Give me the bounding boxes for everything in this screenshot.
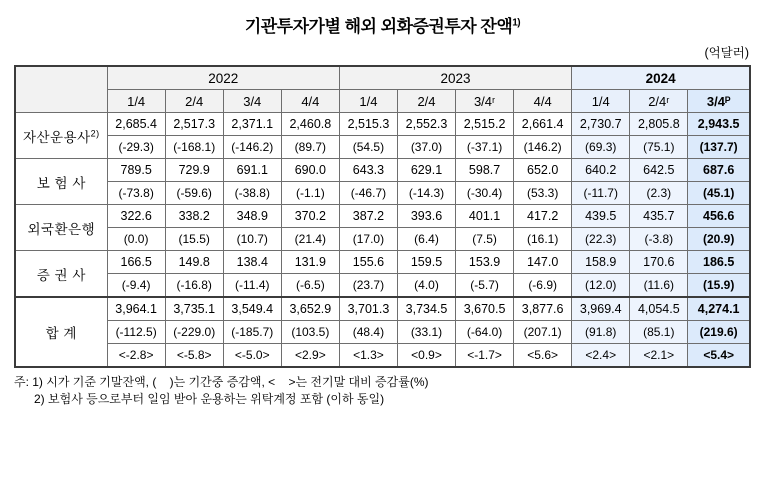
- table-row-change: [15, 228, 750, 251]
- cell-rate: <2.4>: [572, 344, 630, 368]
- cell-change: (-185.7): [223, 321, 281, 344]
- table-body: [15, 113, 750, 368]
- cell-value: 186.5: [688, 251, 750, 274]
- cell-rate: <-5.8>: [165, 344, 223, 368]
- cell-rate: <2.1>: [630, 344, 688, 368]
- cell-value: 643.3: [339, 159, 397, 182]
- table-row: [15, 251, 750, 274]
- cell-change: (10.7): [223, 228, 281, 251]
- cell-rate: <2.9>: [281, 344, 339, 368]
- cell-value: 3,969.4: [572, 297, 630, 321]
- footnote-2: 2) 보험사 등으로부터 일임 받아 운용하는 위탁계정 포함 (이하 동일): [14, 392, 385, 407]
- row-label-fx-banks: 외국환은행: [15, 205, 107, 251]
- cell-value: 2,515.3: [339, 113, 397, 136]
- cell-change: (54.5): [339, 136, 397, 159]
- cell-value: 2,460.8: [281, 113, 339, 136]
- table-row-change: [15, 274, 750, 298]
- cell-rate: <1.3>: [339, 344, 397, 368]
- cell-value: 153.9: [456, 251, 514, 274]
- page-title: [0, 12, 765, 37]
- cell-value: 642.5: [630, 159, 688, 182]
- cell-change: (11.6): [630, 274, 688, 298]
- row-label-insurance: 보 험 사: [15, 159, 107, 205]
- cell-change: (146.2): [514, 136, 572, 159]
- cell-value: 322.6: [107, 205, 165, 228]
- cell-change: (16.1): [514, 228, 572, 251]
- footnote-1: 주: 1) 시가 기준 기말잔액, ( )는 기간중 증감액, < >는 전기말 대비 증감률(%): [14, 375, 429, 389]
- row-label-asset-mgmt: [15, 113, 107, 159]
- cell-value: 2,730.7: [572, 113, 630, 136]
- cell-value: 729.9: [165, 159, 223, 182]
- quarter-header-row: [15, 90, 750, 113]
- cell-value: 789.5: [107, 159, 165, 182]
- cell-value: 691.1: [223, 159, 281, 182]
- cell-value: 170.6: [630, 251, 688, 274]
- cell-change: (219.6): [688, 321, 750, 344]
- total-row: [15, 297, 750, 321]
- cell-value: 2,943.5: [688, 113, 750, 136]
- cell-change: (207.1): [514, 321, 572, 344]
- total-row-change: [15, 321, 750, 344]
- cell-value: 3,877.6: [514, 297, 572, 321]
- cell-change: (-73.8): [107, 182, 165, 205]
- year-header-2023: 2023: [339, 66, 571, 90]
- cell-change: (0.0): [107, 228, 165, 251]
- year-header-2024: 2024: [572, 66, 750, 90]
- quarter-header-2: 3/4: [223, 90, 281, 113]
- cell-change: (22.3): [572, 228, 630, 251]
- year-header-row: [15, 66, 750, 90]
- cell-value: 456.6: [688, 205, 750, 228]
- quarter-header-8: 1/4: [572, 90, 630, 113]
- cell-change: (23.7): [339, 274, 397, 298]
- cell-change: (-38.8): [223, 182, 281, 205]
- cell-value: 3,670.5: [456, 297, 514, 321]
- table-container: [0, 65, 765, 368]
- cell-value: 131.9: [281, 251, 339, 274]
- cell-change: (37.0): [397, 136, 455, 159]
- cell-value: 690.0: [281, 159, 339, 182]
- cell-change: (17.0): [339, 228, 397, 251]
- cell-value: 687.6: [688, 159, 750, 182]
- cell-value: 2,371.1: [223, 113, 281, 136]
- cell-value: 401.1: [456, 205, 514, 228]
- table-row: [15, 159, 750, 182]
- cell-change: (-146.2): [223, 136, 281, 159]
- cell-rate: <-2.8>: [107, 344, 165, 368]
- table-head: [15, 66, 750, 113]
- cell-change: (-5.7): [456, 274, 514, 298]
- cell-value: 417.2: [514, 205, 572, 228]
- quarter-header-5: 2/4: [397, 90, 455, 113]
- cell-change: (89.7): [281, 136, 339, 159]
- table-row: [15, 113, 750, 136]
- cell-value: 3,734.5: [397, 297, 455, 321]
- cell-value: 640.2: [572, 159, 630, 182]
- footnotes: [0, 368, 765, 409]
- cell-value: 166.5: [107, 251, 165, 274]
- cell-change: (15.5): [165, 228, 223, 251]
- cell-value: 3,652.9: [281, 297, 339, 321]
- cell-change: (69.3): [572, 136, 630, 159]
- cell-change: (53.3): [514, 182, 572, 205]
- cell-change: (-29.3): [107, 136, 165, 159]
- cell-value: 2,685.4: [107, 113, 165, 136]
- cell-change: (-112.5): [107, 321, 165, 344]
- quarter-header-3: 4/4: [281, 90, 339, 113]
- cell-value: 338.2: [165, 205, 223, 228]
- table-row-change: [15, 182, 750, 205]
- cell-value: 370.2: [281, 205, 339, 228]
- cell-change: (-64.0): [456, 321, 514, 344]
- cell-change: (-6.9): [514, 274, 572, 298]
- row-label-securities: 증 권 사: [15, 251, 107, 298]
- cell-change: (-9.4): [107, 274, 165, 298]
- unit-label: (억달러): [704, 46, 749, 60]
- cell-value: 393.6: [397, 205, 455, 228]
- cell-change: (-1.1): [281, 182, 339, 205]
- cell-value: 652.0: [514, 159, 572, 182]
- cell-value: 348.9: [223, 205, 281, 228]
- cell-rate: <5.6>: [514, 344, 572, 368]
- page-title-text: 기관투자가별 해외 외화증권투자 잔액: [244, 17, 513, 36]
- cell-value: 387.2: [339, 205, 397, 228]
- cell-change: (91.8): [572, 321, 630, 344]
- row-label-text: 자산운용사: [22, 129, 91, 145]
- cell-change: (48.4): [339, 321, 397, 344]
- year-header-2022: 2022: [107, 66, 339, 90]
- cell-change: (-3.8): [630, 228, 688, 251]
- corner-cell: [15, 66, 107, 113]
- cell-change: (33.1): [397, 321, 455, 344]
- cell-change: (-30.4): [456, 182, 514, 205]
- quarter-header-10: 3/4ᴾ: [688, 90, 750, 113]
- row-label-total: 합 계: [15, 297, 107, 367]
- quarter-header-1: 2/4: [165, 90, 223, 113]
- row-label-superscript: 2): [90, 128, 100, 138]
- cell-value: 2,517.3: [165, 113, 223, 136]
- cell-change: (-59.6): [165, 182, 223, 205]
- cell-value: 598.7: [456, 159, 514, 182]
- cell-value: 155.6: [339, 251, 397, 274]
- cell-change: (4.0): [397, 274, 455, 298]
- page-title-superscript: 1): [512, 17, 521, 29]
- cell-value: 147.0: [514, 251, 572, 274]
- cell-change: (-229.0): [165, 321, 223, 344]
- table-row-change: [15, 136, 750, 159]
- cell-value: 629.1: [397, 159, 455, 182]
- cell-change: (12.0): [572, 274, 630, 298]
- cell-value: 4,054.5: [630, 297, 688, 321]
- cell-change: (-6.5): [281, 274, 339, 298]
- cell-rate: <-5.0>: [223, 344, 281, 368]
- cell-value: 149.8: [165, 251, 223, 274]
- cell-value: 435.7: [630, 205, 688, 228]
- quarter-header-4: 1/4: [339, 90, 397, 113]
- cell-value: 2,805.8: [630, 113, 688, 136]
- total-row-rate: [15, 344, 750, 368]
- cell-change: (20.9): [688, 228, 750, 251]
- cell-change: (85.1): [630, 321, 688, 344]
- cell-value: 3,549.4: [223, 297, 281, 321]
- cell-value: 159.5: [397, 251, 455, 274]
- quarter-header-6: 3/4ʳ: [456, 90, 514, 113]
- cell-value: 2,661.4: [514, 113, 572, 136]
- cell-change: (103.5): [281, 321, 339, 344]
- cell-change: (15.9): [688, 274, 750, 298]
- cell-rate: <5.4>: [688, 344, 750, 368]
- cell-change: (-16.8): [165, 274, 223, 298]
- cell-change: (7.5): [456, 228, 514, 251]
- quarter-header-9: 2/4ʳ: [630, 90, 688, 113]
- cell-change: (75.1): [630, 136, 688, 159]
- cell-value: 3,735.1: [165, 297, 223, 321]
- cell-value: 158.9: [572, 251, 630, 274]
- cell-change: (6.4): [397, 228, 455, 251]
- cell-value: 3,701.3: [339, 297, 397, 321]
- cell-change: (-46.7): [339, 182, 397, 205]
- cell-value: 439.5: [572, 205, 630, 228]
- cell-value: 2,552.3: [397, 113, 455, 136]
- cell-change: (-14.3): [397, 182, 455, 205]
- cell-value: 138.4: [223, 251, 281, 274]
- quarter-header-0: 1/4: [107, 90, 165, 113]
- cell-change: (-11.4): [223, 274, 281, 298]
- cell-change: (2.3): [630, 182, 688, 205]
- cell-value: 3,964.1: [107, 297, 165, 321]
- cell-change: (-11.7): [572, 182, 630, 205]
- cell-rate: <0.9>: [397, 344, 455, 368]
- cell-change: (21.4): [281, 228, 339, 251]
- cell-change: (-37.1): [456, 136, 514, 159]
- table-row: [15, 205, 750, 228]
- cell-change: (137.7): [688, 136, 750, 159]
- balance-table: [14, 65, 751, 368]
- cell-rate: <-1.7>: [456, 344, 514, 368]
- quarter-header-7: 4/4: [514, 90, 572, 113]
- cell-change: (45.1): [688, 182, 750, 205]
- cell-value: 4,274.1: [688, 297, 750, 321]
- cell-value: 2,515.2: [456, 113, 514, 136]
- cell-change: (-168.1): [165, 136, 223, 159]
